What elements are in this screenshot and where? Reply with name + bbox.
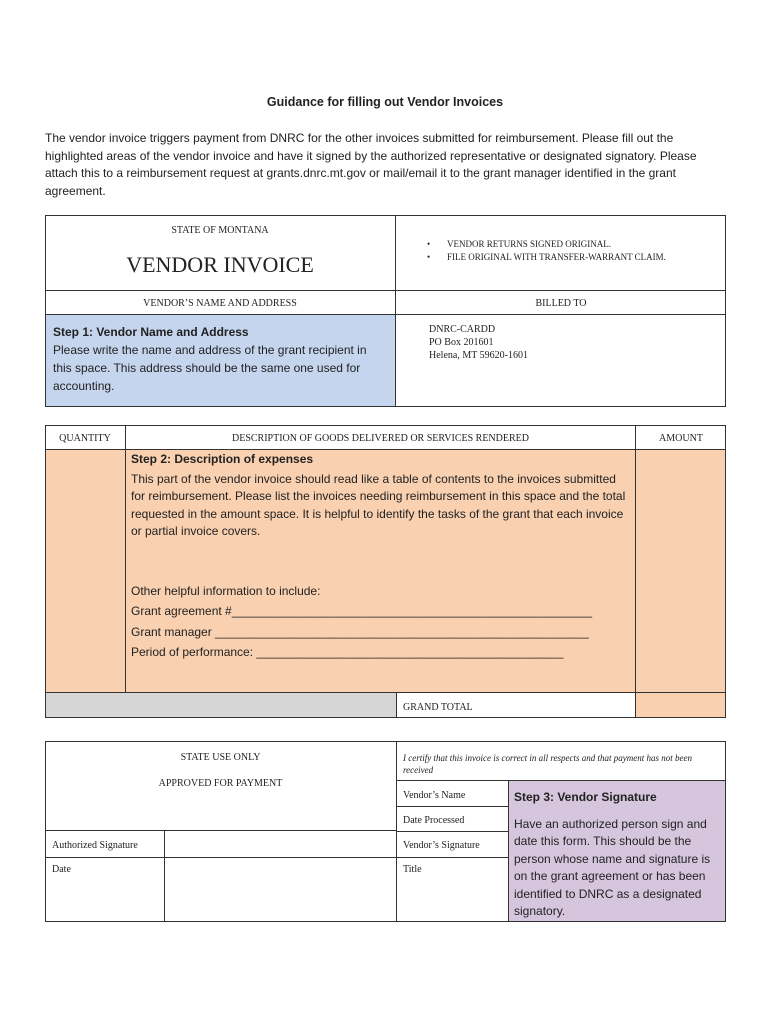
description-label: DESCRIPTION OF GOODS DELIVERED OR SERVICES RENDERED bbox=[232, 433, 529, 444]
step3-vendor-signature-field[interactable] bbox=[509, 781, 725, 921]
vendors-signature-label: Vendor’s Signature bbox=[403, 840, 480, 851]
step2-body: This part of the vendor invoice should read like a table of contents to the invoices submitted for reimbursement. Please list the invoices needing reimbursement in this space and the total requested in the amount space. It is helpful to identify the tasks of the grant that each invoice or partial invoice covers. bbox=[131, 471, 626, 538]
date-field[interactable] bbox=[165, 858, 396, 921]
step3-title: Step 3: Vendor Signature bbox=[514, 790, 657, 804]
step1-title: Step 1: Vendor Name and Address bbox=[53, 325, 249, 339]
date-label: Date bbox=[52, 864, 71, 875]
date-processed-label: Date Processed bbox=[403, 815, 465, 826]
step3-body: Have an authorized person sign and date this form. This should be the person whose name and signature is on the grant agreement or has been identified to DNRC as a designated signatory. bbox=[514, 816, 711, 918]
approved-for-payment: APPROVED FOR PAYMENT bbox=[158, 778, 283, 789]
amount-field[interactable] bbox=[636, 450, 725, 692]
grant-manager-line: Grant manager ________________________________________________________ bbox=[131, 624, 589, 639]
billed-to-address bbox=[429, 323, 528, 362]
step2-description-field[interactable] bbox=[126, 450, 635, 692]
state-use-only: STATE USE ONLY bbox=[180, 752, 261, 763]
grand-total-blank bbox=[46, 693, 396, 717]
amount-label: AMOUNT bbox=[659, 433, 703, 444]
step2-title: Step 2: Description of expenses bbox=[131, 452, 314, 466]
approval-right-horizontal-3 bbox=[396, 831, 508, 832]
title-label: Title bbox=[403, 864, 422, 875]
guidance-intro: The vendor invoice triggers payment from DNRC for the other invoices submitted for reimbursement. Please fill out the highlighted areas of the vendor invoice and have it signed by the authorized representative or designated signatory. Please attach this to a reimbursement request at grants.dnrc.mt.gov or mail/email it to the grant manager identified in the grant agreement. bbox=[45, 131, 697, 198]
guidance-title: Guidance for filling out Vendor Invoices bbox=[266, 95, 504, 109]
billed-to-line: DNRC-CARDD bbox=[429, 324, 496, 335]
approval-right-horizontal-2 bbox=[396, 806, 508, 807]
billed-to-line: PO Box 201601 bbox=[429, 337, 494, 348]
authorized-signature-label: Authorized Signature bbox=[52, 840, 138, 851]
billed-to-line: Helena, MT 59620-1601 bbox=[429, 350, 528, 361]
approval-right-horizontal-4 bbox=[396, 857, 508, 858]
header-divider-vertical bbox=[395, 215, 396, 407]
grand-total-amount-field[interactable] bbox=[636, 693, 725, 717]
authorized-signature-field[interactable] bbox=[165, 831, 396, 857]
header-divider-horizontal bbox=[45, 290, 726, 291]
vendors-name-label: Vendor’s Name bbox=[403, 790, 466, 801]
bullet-icon: • bbox=[427, 252, 431, 262]
quantity-label: QUANTITY bbox=[59, 433, 111, 444]
invoice-note: • VENDOR RETURNS SIGNED ORIGINAL. bbox=[427, 239, 611, 249]
certify-statement: I certify that this invoice is correct in all respects and that payment has not been received bbox=[403, 753, 693, 775]
quantity-field[interactable] bbox=[46, 450, 125, 692]
items-total-vertical bbox=[396, 692, 397, 718]
state-of-montana: STATE OF MONTANA bbox=[171, 225, 269, 236]
step1-body: Please write the name and address of the grant recipient in this space. This address should be the same one used for accounting. bbox=[53, 343, 367, 393]
billed-to-label: BILLED TO bbox=[535, 298, 587, 309]
vendor-invoice-heading: VENDOR INVOICE bbox=[126, 252, 314, 277]
step2-other-info: Other helpful information to include: bbox=[131, 583, 321, 598]
bullet-icon: • bbox=[427, 239, 431, 249]
invoice-notes bbox=[425, 238, 720, 264]
step1-vendor-name-field[interactable] bbox=[46, 315, 395, 406]
invoice-note: • FILE ORIGINAL WITH TRANSFER-WARRANT CLAIM. bbox=[427, 252, 666, 262]
period-of-performance-line: Period of performance: ______________________________________________ bbox=[131, 645, 564, 659]
vendor-name-address-label: VENDOR’S NAME AND ADDRESS bbox=[143, 298, 297, 309]
grand-total-label: GRAND TOTAL bbox=[403, 702, 473, 713]
grant-agreement-line: Grant agreement #______________________________________________________ bbox=[131, 604, 593, 618]
